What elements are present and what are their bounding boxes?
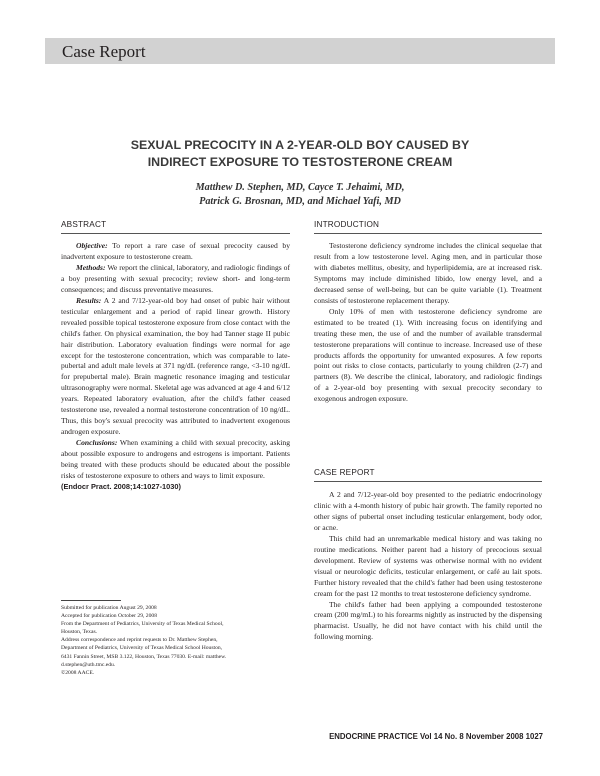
- footnote-rule: [61, 600, 121, 601]
- abstract-heading: ABSTRACT: [61, 220, 107, 229]
- footnote-line: From the Department of Pediatrics, University of Texas Medical School,: [61, 621, 224, 628]
- article-title: [60, 137, 540, 171]
- introduction-heading: INTRODUCTION: [314, 220, 380, 229]
- abstract-rule: [61, 233, 290, 234]
- footnote-line: ©2008 AACE.: [61, 669, 95, 676]
- footnotes: [61, 604, 293, 677]
- case-report-body: [314, 490, 542, 643]
- section-tag: Case Report: [62, 42, 146, 61]
- abstract-methods: Methods: We report the clinical, laboratory, and radiologic findings of a boy presenting with sexual precocity; review short- and long-term consequences; and discuss preventative measures.: [61, 262, 290, 294]
- case-report-paragraph-1: A 2 and 7/12-year-old boy presented to the pediatric endocrinology clinic with a 4-month history of pubic hair growth. The family reported no other signs of pubertal onset including testicular enlargement, body odor, or acne.: [314, 490, 542, 532]
- footnote-line: d.stephen@uth.tmc.edu.: [61, 661, 116, 668]
- case-report-heading: CASE REPORT: [314, 468, 375, 477]
- footnote-line: Houston, Texas.: [61, 629, 98, 636]
- abstract-objective: Objective: To report a rare case of sexual precocity caused by inadvertent exposure to testosterone cream.: [61, 241, 290, 261]
- footnote-line: Submitted for publication August 29, 2008: [61, 605, 157, 611]
- abstract-results: Results: A 2 and 7/12-year-old boy had onset of pubic hair without testicular enlargement and a period of rapid linear growth. History revealed possible topical testosterone exposure from close contact with the child's father. On physical examination, the boy had Tanner stage II pubic hair distribution. Laboratory evaluation findings were normal for age except for the testosterone concentration, which was comparable to late-pubertal and adult male levels at 371 ng/dL (reference range, <3-10 ng/dL for prepubertal male). Brain magnetic resonance imaging and testicular ultrasonography were normal. Skeletal age was advanced at age 4 and 6/12 years. Repeated laboratory evaluation, after the child's father ceased testosterone use, revealed a normal testosterone concentration of 10 ng/dL. Thus, this boy's sexual precocity was attributed to inadvertent exogenous androgen exposure.: [61, 295, 290, 437]
- footnote-line: Accepted for publication October 29, 2008: [61, 613, 157, 620]
- footnote-line: 6431 Fannin Street, MSB 3.122, Houston, Texas 77030. E-mail: matthew.: [61, 653, 227, 660]
- abstract-body: [61, 241, 290, 493]
- footnote-line: Address correspondence and reprint requests to Dr. Matthew Stephen,: [61, 637, 218, 644]
- footnote-line: Department of Pediatrics, University of Texas Medical School Houston,: [61, 645, 223, 652]
- case-report-paragraph-2: This child had an unremarkable medical history and was taking no routine medications. Neither parent had a history of precocious sexual development. Review of systems was otherwise normal with no evident visual or neurologic deficits, testicular enlargement, or café au lait spots. Further history revealed that the child's father had been using testosterone cream for the past 12 months to treat testosterone deficiency syndrome.: [314, 533, 542, 598]
- case-report-paragraph-3: The child's father had been applying a compounded testosterone cream (200 mg/mL) to his forearms nightly as instructed by the dispensing pharmacist. Usually, he did not have contact with his child until the following morning.: [314, 599, 542, 642]
- introduction-paragraph-1: Testosterone deficiency syndrome includes the clinical sequelae that result from a low testosterone level. Aging men, and in particular those with diabetes mellitus, obesity, and hyperlipidemia, are at increased risk. Symptoms may include diminished libido, low energy level, and a decreased sense of well-being, but can be quite variable (1). Treatment consists of testosterone replacement therapy.: [314, 241, 542, 305]
- abstract-citation: (Endocr Pract. 2008;14:1027-1030): [61, 481, 181, 491]
- title-line-1: SEXUAL PRECOCITY IN A 2-YEAR-OLD BOY CAUSED BY: [130, 138, 470, 152]
- introduction-body: [314, 241, 542, 405]
- authors-line-1: Matthew D. Stephen, MD, Cayce T. Jehaimi, MD,: [195, 182, 405, 193]
- abstract-conclusions: Conclusions: When examining a child with sexual precocity, asking about possible exposure to androgens and estrogens is important. Patients being treated with these products should be educated about the possible risks of testosterone exposure to others and ways to limit exposure.: [61, 438, 290, 481]
- authors-line-2: Patrick G. Brosnan, MD, and Michael Yafi, MD: [199, 196, 401, 207]
- title-line-2: INDIRECT EXPOSURE TO TESTOSTERONE CREAM: [147, 155, 453, 169]
- introduction-paragraph-2: Only 10% of men with testosterone deficiency syndrome are estimated to be treated (1). With increasing focus on identifying and treating these men, the use of and the number of available transdermal testosterone preparations will continue to increase. Increased use of these products affords the opportunity for unwanted exposures. A few reports point out risks to close contacts, particularly to young children (2-7) and partners (8). We describe the clinical, laboratory, and radiologic findings of a 2-year-old boy presenting with sexual precocity secondary to exogenous androgen exposure.: [314, 306, 542, 404]
- introduction-rule: [314, 233, 542, 234]
- case-report-rule: [314, 481, 542, 482]
- author-list: [60, 181, 540, 209]
- page-footer: ENDOCRINE PRACTICE Vol 14 No. 8 November 2008 1027: [329, 732, 543, 741]
